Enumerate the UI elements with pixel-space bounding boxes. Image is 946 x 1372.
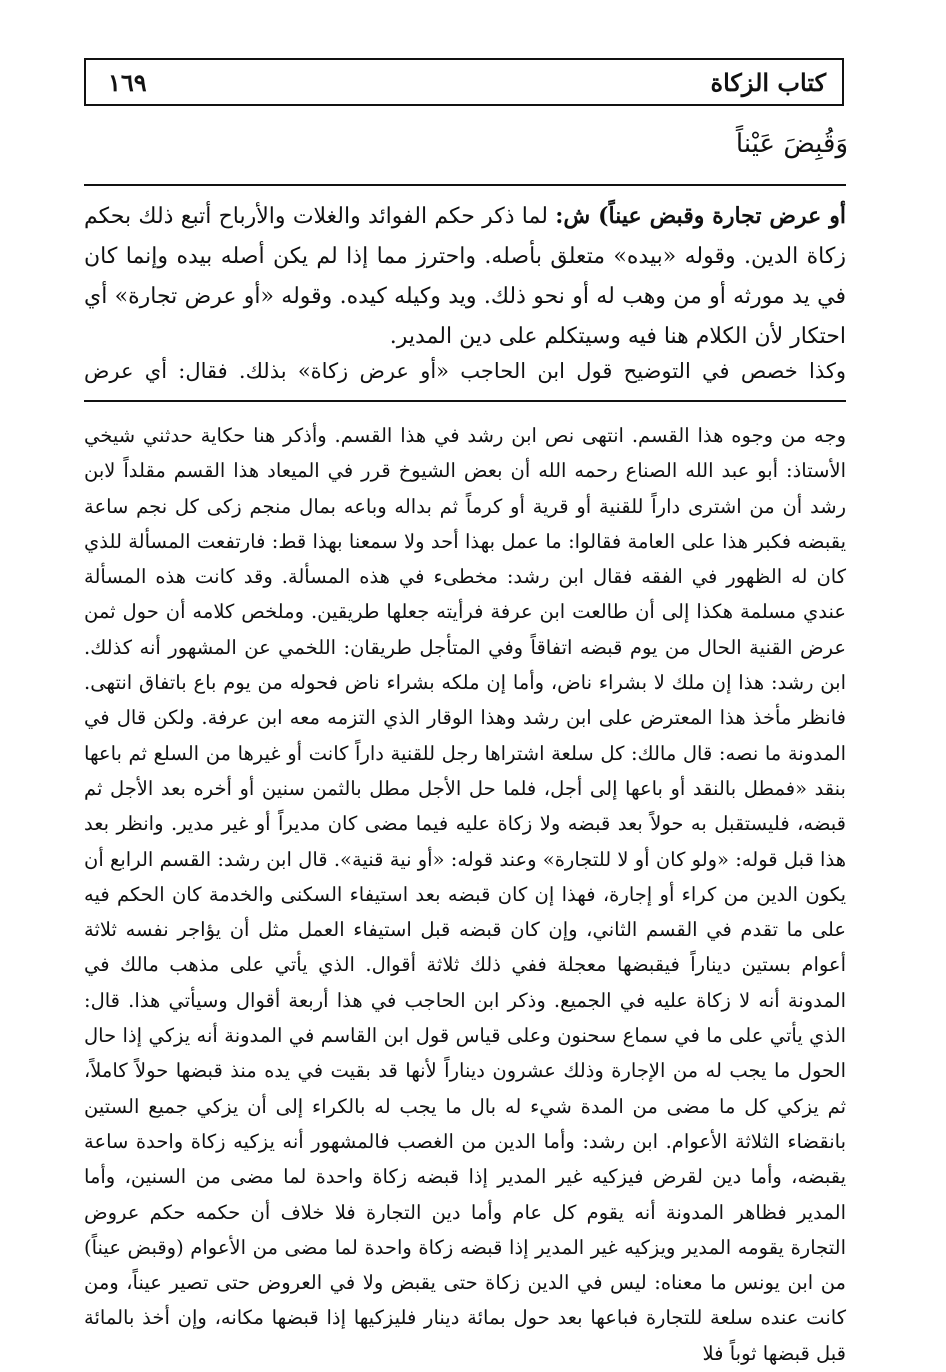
commentary-continuation: وكذا خصص في التوضيح قول ابن الحاجب «أو عرض زكاة» بذلك. فقال: أي عرض bbox=[84, 359, 846, 383]
matn-text: وَقُبِضَ عَيْناً bbox=[735, 129, 848, 159]
footnote-divider bbox=[84, 400, 846, 402]
footnote-text: وجه من وجوه هذا القسم. انتهى نص ابن رشد في هذا القسم. وأذكر هنا حكاية حدثني شيخي الأستاذ: أبو عبد الله الصناع رحمه الله أن بعض الشيوخ قرر في الميعاد هذا القسم مقلداً لابن رشد أن من اشترى داراً للقنية أو قرية أو كرماً ثم بداله وباعه بمال منجم زكى كل نجم ساعة يقبضه فكبر هذا على العامة فقالوا: ما عمل بهذا أحد ولا سمعنا بهذا قط: فارتفعت المسألة للذي كان له الظهور في الفقه فقال ابن رشد: مخطىء في هذه المسألة. وقد كانت هذه المسألة عندي مسلمة هكذا إلى أن طالعت ابن عرفة فرأيته جعلها طريقين. وملخص كلامه أن حول ثمن عرض القنية الحال من يوم قبضه اتفاقاً وفي المتأجل طريقان: اللخمي عن المشهور أنه كذلك. ابن رشد: هذا إن ملك لا بشراء ناض، وأما إن ملكه بشراء ناض فحوله من يوم باع باتفاق انتهى. فانظر مأخذ هذا المعترض على ابن رشد وهذا الوقار الذي التزمه معه ابن عرفة. ولكن قال في المدونة ما نصه: قال مالك: كل سلعة اشتراها رجل للقنية داراً كانت أو غيرها من السلع ثم باعها بنقد «فمطل بالنقد أو باعها إلى أجل، فلما حل الأجل مطل بالثمن سنين أو أخره بعد الأجل ثم قبضه، فليستقبل به حولاً بعد قبضه ولا زكاة عليه فيما مضى كان مديراً أو غير مدير. وانظر بعد هذا قبل قوله: «ولو كان أو لا للتجارة» وعند قوله: «أو نية قنية». قال ابن رشد: القسم الرابع أن يكون الدين من كراء أو إجارة، فهذا إن كان قبضه بعد استيفاء السكنى والخدمة كان الحكم فيه على ما تقدم في القسم الثاني، وإن كان قبضه قبل استيفاء العمل مثل أن يؤاجر نفسه ثلاثة أعوام بستين ديناراً فيقبضها معجلة ففي ذلك ثلاثة أقوال. الذي يأتي على مذهب مالك في المدونة أنه لا زكاة عليه في الجميع. وذكر ابن الحاجب في هذا أربعة أقوال وسيأتي هذا. قال: الذي يأتي على ما في سماع سحنون وعلى قياس قول ابن القاسم في المدونة أنه يزكي إذا حال الحول ما يجب له من الإجارة وذلك عشرون ديناراً لأنها قد بقيت في يده منذ قبضها حولاً كاملاً، ثم يزكي كل ما مضى من المدة شيء له بال ما يجب له بالكراء إلى أن يزكي جميع الستين بانقضاء الثلاثة الأعوام. ابن رشد: وأما الدين من الغصب فالمشهور أنه يزكيه زكاة واحدة ساعة يقبضه، وأما دين لقرض فيزكيه غير المدير إذا قبضه زكاة واحدة لما مضى من السنين، وأما المدير فظاهر المدونة أنه يقوم كل عام وأما دين التجارة فلا خلاف أن حكمه حكم عروض التجارة يقومه المدير ويزكيه غير المدير إذا قبضه زكاة واحدة لما مضى من الأعوام (وقبض عيناً) من ابن يونس ما معناه: ليس في الدين زكاة حتى يقبض ولا في العروض حتى تصير عيناً، ومن كانت عنده سلعة للتجارة فباعها بعد حول بمائة دينار فليزكيها إذا قبضها مكانه، وإن أخذ بالمائة قبل قبضها ثوباً فلا bbox=[84, 424, 846, 1365]
book-title: كتاب الزكاة bbox=[710, 68, 826, 97]
commentary-lead: أو عرض تجارة وقبض عيناً) ش: bbox=[555, 203, 846, 229]
commentary-body: لما ذكر حكم الفوائد والغلات والأرباح أتبع ذلك بحكم زكاة الدين. وقوله «بيده» متعلق بأصله. واحترز مما إذا لم يكن أصله بيده وإنما كان في يد مورثه أو من وهب له أو نحو ذلك. ويد وكيله كيده. وقوله «أو عرض تجارة» أي احتكار لأن الكلام هنا فيه وسيتكلم على دين المدير. bbox=[84, 204, 846, 349]
top-divider bbox=[84, 184, 846, 186]
commentary-paragraph bbox=[84, 196, 846, 357]
running-header bbox=[84, 58, 844, 106]
page-number: ١٦٩ bbox=[108, 68, 147, 97]
